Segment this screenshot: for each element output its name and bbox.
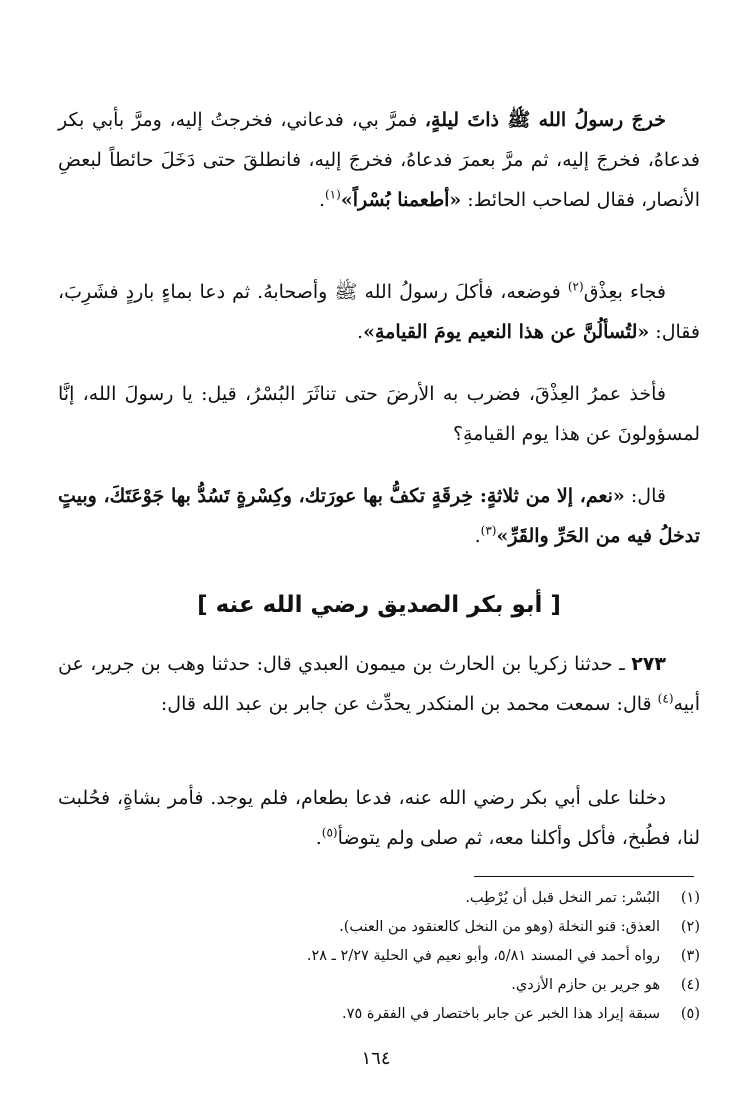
- footnote-number: (٥): [680, 1006, 700, 1022]
- hadith-quote: «نعم، إلا من ثلاثةٍ: خِرقَةٍ تكفُّ بها عورَتك، وكِسْرةٍ تَسُدُّ بها جَوْعَتَكَ، وبيتٍ تدخلُ فيه من الحَرِّ والقَرِّ»: [58, 485, 700, 547]
- footnote-ref[interactable]: (٢): [567, 279, 584, 294]
- entry-number: ٢٧٣: [631, 653, 666, 675]
- footnote-text: سبقة إيراد هذا الخبر عن جابر باختصار في الفقرة ٧٥.: [342, 1006, 660, 1022]
- section-heading: [ أبو بكر الصديق رضي الله عنه ]: [197, 592, 561, 618]
- paragraph-text: دخلنا على أبي بكر رضي الله عنه، فدعا بطعام، فلم يوجد. فأمر بشاةٍ، فحُلبت لنا، فطُبخ، فأكل وأكلنا معه، ثم صلى ولم يتوضأ: [58, 787, 700, 849]
- footnote-number: (٣): [680, 948, 700, 964]
- paragraph-4: قال: «نعم، إلا من ثلاثةٍ: خِرقَةٍ تكفُّ بها عورَتك، وكِسْرةٍ تَسُدُّ بها جَوْعَتَكَ، وبيتٍ تدخلُ فيه من الحَرِّ والقَرِّ»$^{(٣)}$.: [58, 485, 700, 547]
- paragraph-1: خرجَ رسولُ الله ﷺ ذاتَ ليلةٍ، فمرَّ بي، فدعاني، فخرجتُ إليه، ومرَّ بأبي بكر فدعاهُ، فخرجَ إليه، ثم مرَّ بعمرَ فدعاهُ، فخرجَ إليه، فانطلقَ حتى دَخَلَ حائطاً لبعضِ الأنصار، فقال لصاحب الحائط: «أطعمنا بُسْراً»$^{(١)}$.: [58, 109, 700, 211]
- footnote-ref[interactable]: (٤): [657, 691, 674, 706]
- paragraph-text: فمرَّ بي، فدعاني، فخرجتُ إليه، ومرَّ بأبي بكر فدعاهُ، فخرجَ إليه، ثم مرَّ بعمرَ فدعاهُ، فخرجَ إليه، فانطلقَ حتى دَخَلَ حائطاً لبعضِ الأنصار، فقال لصاحب الحائط:: [58, 109, 700, 211]
- footnote-item: [58, 1000, 700, 1029]
- footnote-ref[interactable]: (٥): [321, 825, 338, 840]
- hadith-quote: «لتُسألُنَّ عن هذا النعيم يومَ القيامةِ»: [363, 321, 650, 343]
- footnote-item: [58, 913, 700, 942]
- paragraph-text: ـ حدثنا زكريا بن الحارث بن ميمون العبدي قال: حدثنا وهب بن جرير، عن أبيه: [58, 653, 700, 715]
- footnote-item: [58, 971, 700, 1000]
- paragraph-text: قال:: [624, 485, 666, 507]
- hadith-quote: «أطعمنا بُسْراً»: [340, 189, 462, 211]
- paragraph-3: [58, 374, 700, 454]
- footnote-text: العذق: قنو النخلة (وهو من النخل كالعنقود من العنب).: [339, 919, 660, 935]
- page-number: ١٦٤: [361, 1048, 391, 1069]
- footnote-number: (٢): [680, 919, 700, 935]
- footnote-item: [58, 884, 700, 913]
- bold-opening: خرجَ رسولُ الله ﷺ ذاتَ ليلةٍ،: [424, 109, 666, 131]
- paragraph-text: فوضعه، فأكلَ رسولُ الله ﷺ وأصحابهُ. ثم دعا بماءٍ باردٍ فشَرِبَ، فقال:: [58, 281, 700, 343]
- footnotes: [58, 884, 700, 1029]
- footnote-number: (٤): [680, 977, 700, 993]
- paragraph-text: فأخذ عمرُ العِذْقَ، فضرب به الأرضَ حتى تناثَرَ البُسْرُ، قيل: يا رسولَ الله، إنَّا لمسؤولونَ عن هذا يوم القيامةِ؟: [58, 383, 700, 445]
- footnote-text: البُسْر: تمر النخل قبل أن يُرْطِب.: [465, 890, 660, 906]
- footnote-ref[interactable]: (١): [324, 187, 341, 202]
- paragraph-2: فجاء بعِذْق$^{(٢)}$ فوضعه، فأكلَ رسولُ الله ﷺ وأصحابهُ. ثم دعا بماءٍ باردٍ فشَرِبَ، فقال: «لتُسألُنَّ عن هذا النعيم يومَ القيامةِ».: [58, 279, 700, 343]
- footnote-number: (١): [680, 890, 700, 906]
- paragraph-5: [58, 644, 700, 724]
- footnote-text: هو جرير بن حازم الأزدي.: [511, 977, 660, 993]
- footnote-ref[interactable]: (٣): [480, 523, 497, 538]
- paragraph-6: دخلنا على أبي بكر رضي الله عنه، فدعا بطعام، فلم يوجد. فأمر بشاةٍ، فحُلبت لنا، فطُبخ، فأكل وأكلنا معه، ثم صلى ولم يتوضأ$^{(٥)}$.: [58, 787, 700, 849]
- footnote-text: رواه أحمد في المسند ٥/٨١، وأبو نعيم في الحلية ٢/٢٧ ـ ٢٨.: [306, 948, 660, 964]
- paragraph-text: قال: سمعت محمد بن المنكدر يحدِّث عن جابر بن عبد الله قال:: [160, 693, 658, 715]
- footnote-divider: [474, 876, 694, 877]
- paragraph-text: فجاء بعِذْق: [583, 281, 667, 303]
- footnote-item: [58, 942, 700, 971]
